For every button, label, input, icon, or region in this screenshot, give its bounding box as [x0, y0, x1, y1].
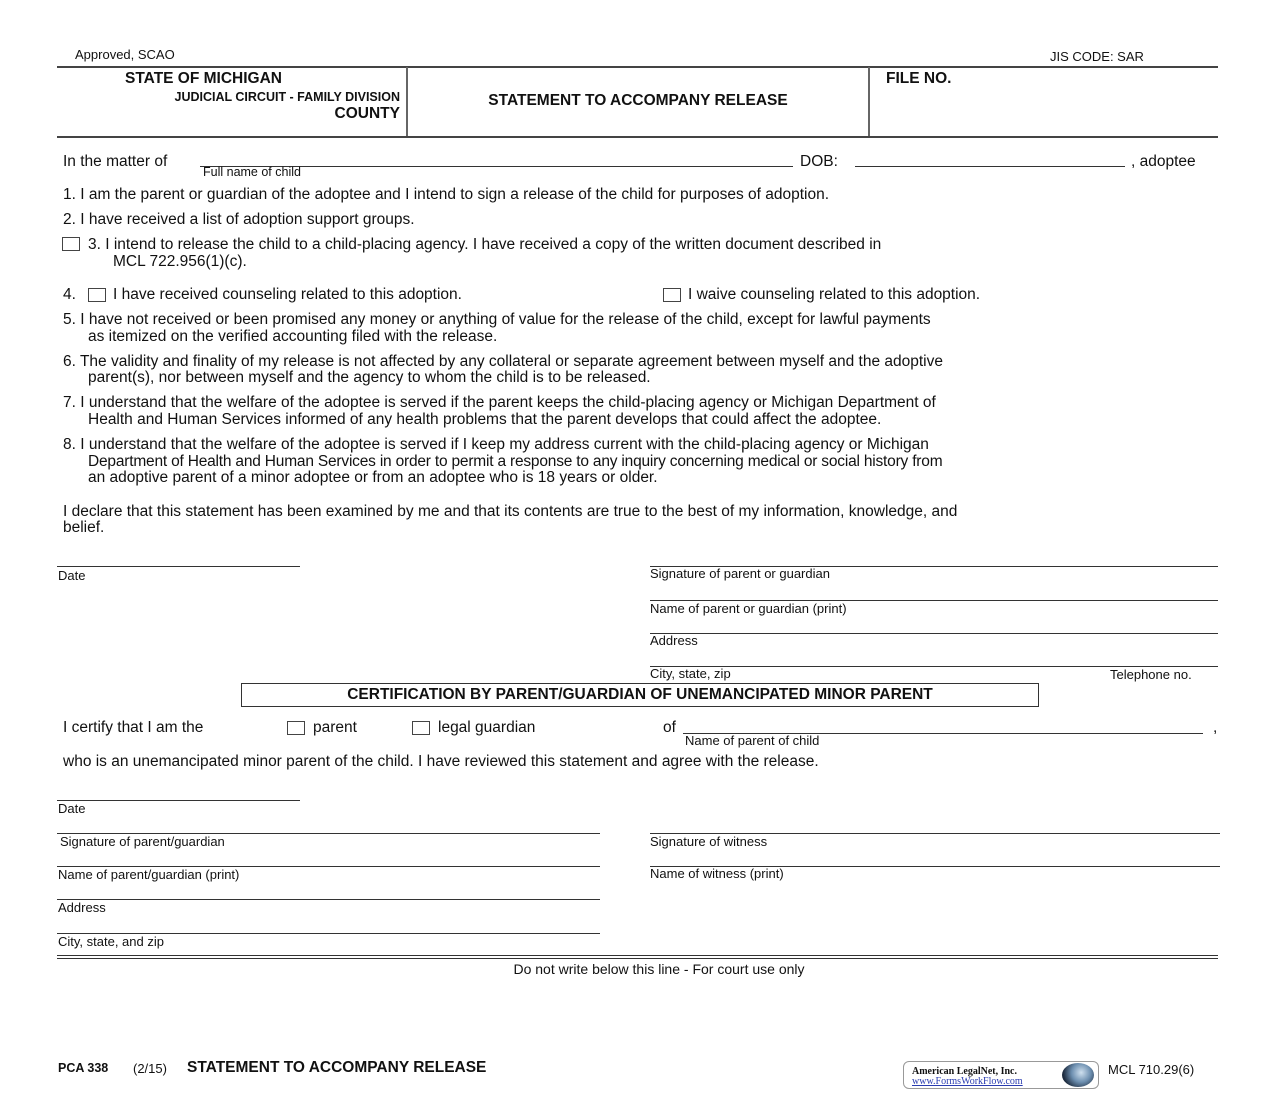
cert-date-label: Date	[58, 801, 86, 816]
approved-scao: Approved, SCAO	[75, 47, 175, 62]
divider	[868, 67, 870, 137]
witness-name-label: Name of witness (print)	[650, 866, 784, 881]
waive-counseling-label: I waive counseling related to this adoption.	[688, 286, 981, 303]
legal-guardian-checkbox[interactable]	[412, 721, 430, 735]
form-number: PCA 338	[58, 1061, 109, 1075]
county-label: COUNTY	[334, 105, 400, 122]
item-8-cont2: an adoptive parent of a minor adoptee or from an adoptee who is 18 years or older.	[88, 469, 658, 486]
cert-address-field[interactable]	[57, 899, 600, 900]
name-label: Name of parent or guardian (print)	[650, 601, 847, 616]
item-5-cont: as itemized on the verified accounting filed with the release.	[88, 328, 498, 345]
logo-company: American LegalNet, Inc.	[912, 1066, 1017, 1077]
minor-parent-statement: who is an unemancipated minor parent of the child. I have reviewed this statement and agree with the release.	[63, 753, 819, 770]
item-3-cont: MCL 722.956(1)(c).	[113, 253, 247, 270]
jis-code: JIS CODE: SAR	[1050, 49, 1144, 64]
court-use-note: Do not write below this line - For court use only	[513, 961, 805, 977]
item-8-cont: Department of Health and Human Services in order to permit a response to any inquiry concerning medical or social history from	[88, 453, 943, 470]
court-name: JUDICIAL CIRCUIT - FAMILY DIVISION	[174, 90, 400, 104]
parent-guardian-name-label: Name of parent/guardian (print)	[58, 867, 240, 882]
legal-guardian-label: legal guardian	[438, 719, 536, 736]
dob-field[interactable]	[855, 166, 1125, 167]
parent-of-child-label: Name of parent of child	[685, 733, 820, 748]
file-no-label: FILE NO.	[886, 70, 952, 87]
declaration-cont: belief.	[63, 519, 105, 536]
item-3-checkbox[interactable]	[62, 237, 80, 251]
city-label: City, state, zip	[650, 666, 731, 681]
cert-city-label: City, state, and zip	[58, 934, 164, 949]
child-name-label: Full name of child	[203, 165, 301, 179]
certification-title: CERTIFICATION BY PARENT/GUARDIAN OF UNEMANCIPATED MINOR PARENT	[241, 683, 1039, 707]
footer-title: STATEMENT TO ACCOMPANY RELEASE	[187, 1059, 487, 1076]
dob-label: DOB:	[800, 153, 838, 170]
address-field[interactable]	[650, 633, 1218, 634]
telephone-label: Telephone no.	[1110, 667, 1192, 682]
cert-date-field[interactable]	[57, 800, 300, 801]
item-8: 8. I understand that the welfare of the adoptee is served if I keep my address current with the child-placing agency or Michigan	[63, 436, 929, 453]
item-5: 5. I have not received or been promised any money or anything of value for the release of the child, except for lawful payments	[63, 311, 931, 328]
item-1: 1. I am the parent or guardian of the adoptee and I intend to sign a release of the child for purposes of adoption.	[63, 186, 830, 203]
item-6-cont: parent(s), nor between myself and the agency to whom the child is to be released.	[88, 369, 651, 386]
court-use-divider	[57, 955, 1218, 956]
item-4-number: 4.	[63, 286, 76, 303]
item-7: 7. I understand that the welfare of the adoptee is served if the parent keeps the child-placing agency or Michigan Department of	[63, 394, 936, 411]
waive-counseling-checkbox[interactable]	[663, 288, 681, 302]
logo-url[interactable]: www.FormsWorkFlow.com	[912, 1076, 1023, 1087]
form-title: STATEMENT TO ACCOMPANY RELEASE	[488, 92, 788, 109]
declaration: I declare that this statement has been examined by me and that its contents are true to the best of my information, knowledge, and	[63, 503, 958, 520]
witness-signature-label: Signature of witness	[650, 834, 768, 849]
address-label: Address	[650, 633, 698, 648]
divider	[57, 136, 1218, 138]
certify-label: I certify that I am the	[63, 719, 204, 736]
adoptee-suffix: , adoptee	[1131, 153, 1196, 170]
item-7-cont: Health and Human Services informed of any health problems that the parent develops that could affect the adoptee.	[88, 411, 882, 428]
mcl-reference: MCL 710.29(6)	[1108, 1062, 1195, 1077]
cert-address-label: Address	[58, 900, 106, 915]
globe-icon	[1062, 1063, 1094, 1087]
state-name: STATE OF MICHIGAN	[125, 70, 282, 87]
item-3: 3. I intend to release the child to a child-placing agency. I have received a copy of the written document described in	[88, 236, 882, 253]
parent-label: parent	[313, 719, 357, 736]
american-legalnet-logo[interactable]	[903, 1061, 1099, 1089]
received-counseling-label: I have received counseling related to this adoption.	[113, 286, 462, 303]
of-label: of	[663, 719, 676, 736]
signature-label: Signature of parent or guardian	[650, 566, 830, 581]
court-use-divider	[57, 958, 1218, 959]
date-label: Date	[58, 568, 86, 583]
parent-guardian-signature-label: Signature of parent/guardian	[60, 834, 225, 849]
divider	[57, 66, 1218, 68]
item-6: 6. The validity and finality of my release is not affected by any collateral or separate agreement between myself and the adoptive	[63, 353, 943, 370]
matter-prefix: In the matter of	[63, 153, 168, 170]
form-revision: (2/15)	[133, 1061, 167, 1076]
parent-checkbox[interactable]	[287, 721, 305, 735]
date-field[interactable]	[57, 566, 300, 567]
comma: ,	[1213, 719, 1218, 736]
received-counseling-checkbox[interactable]	[88, 288, 106, 302]
item-2: 2. I have received a list of adoption support groups.	[63, 211, 415, 228]
